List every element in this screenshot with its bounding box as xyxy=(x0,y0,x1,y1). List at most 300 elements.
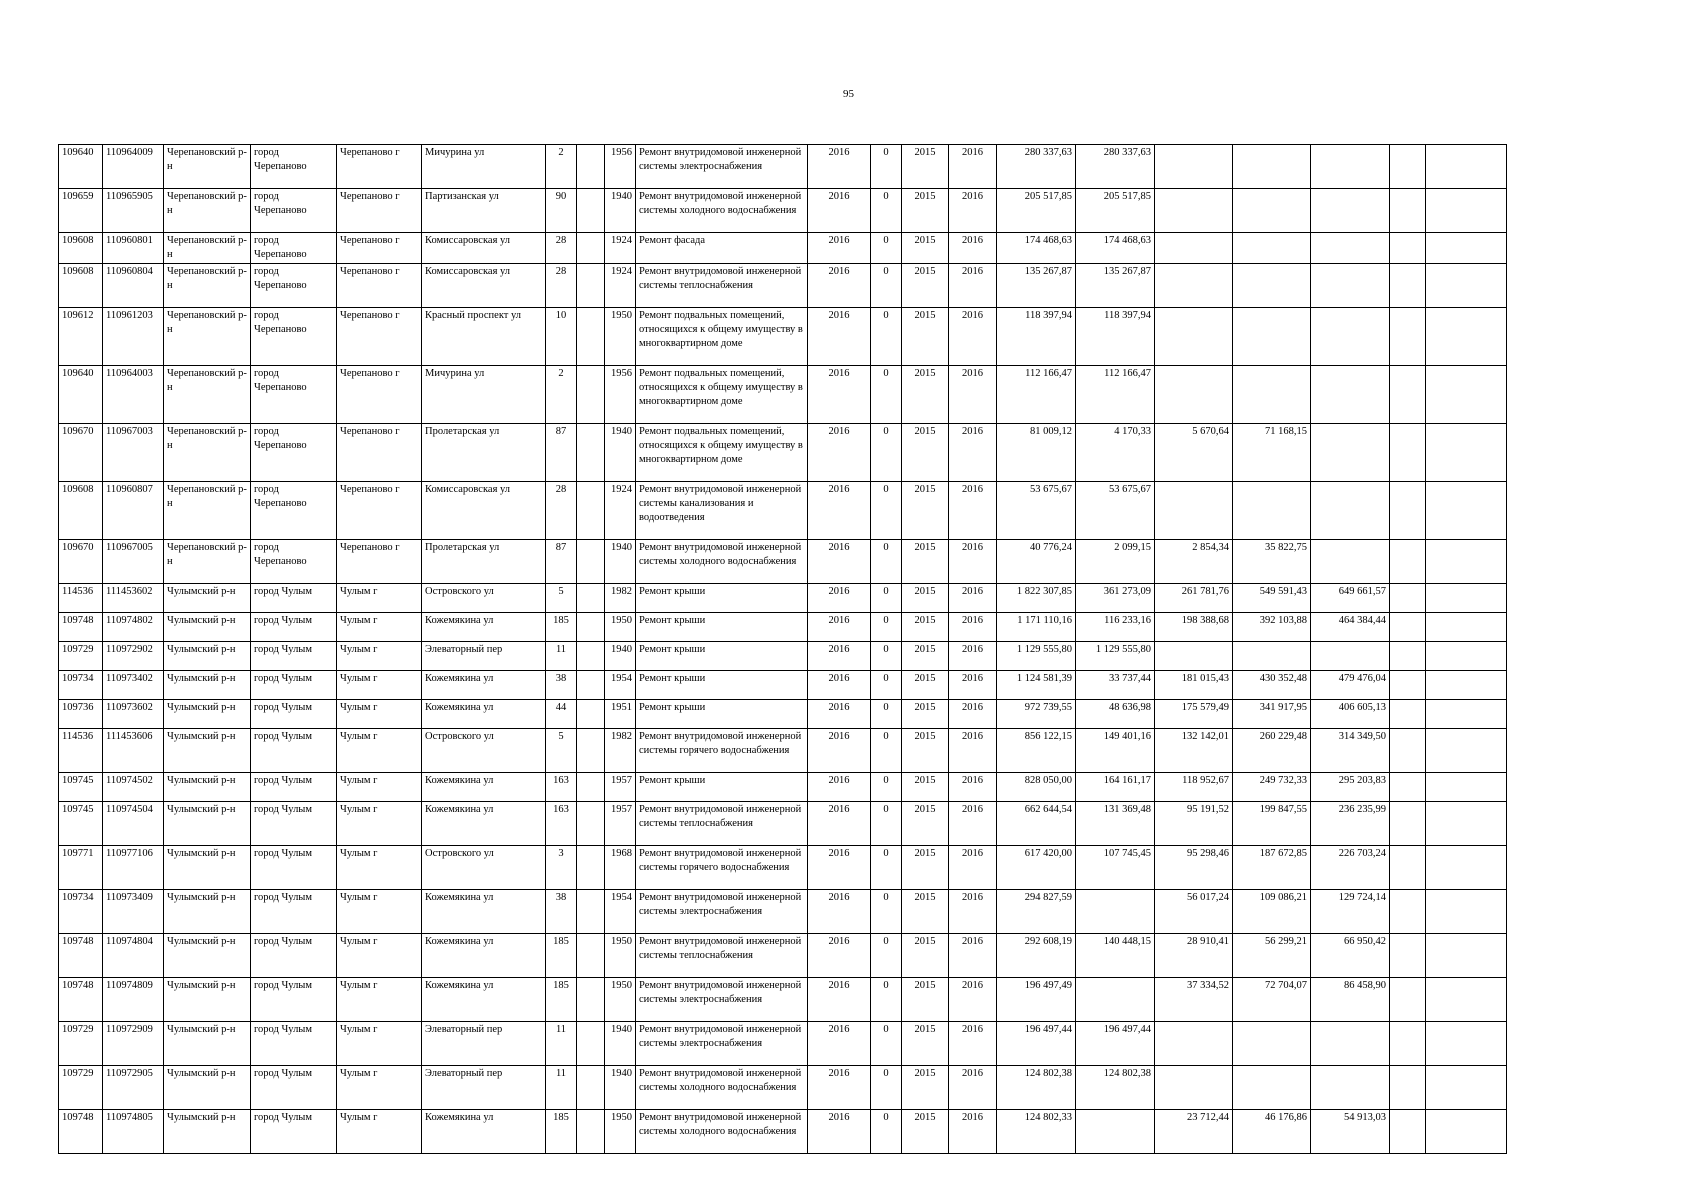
table-row xyxy=(59,700,1507,729)
cell-work-id: 110961203 xyxy=(103,308,164,366)
cell-budget-amount-1 xyxy=(1155,1022,1233,1066)
cell-extra-2 xyxy=(1426,264,1507,308)
cell-work-id: 110974502 xyxy=(103,773,164,802)
cell-house-id: 109745 xyxy=(59,802,103,846)
cell-start-year: 2015 xyxy=(902,802,949,846)
cell-house-number: 3 xyxy=(546,846,577,890)
cell-year-built: 1954 xyxy=(605,890,636,934)
cell-street: Элеваторный пер xyxy=(422,642,546,671)
table-row xyxy=(59,934,1507,978)
cell-flag: 0 xyxy=(871,934,902,978)
cell-work-id: 110960801 xyxy=(103,233,164,264)
cell-budget-amount-2: 249 732,33 xyxy=(1233,773,1311,802)
cell-extra-2 xyxy=(1426,978,1507,1022)
cell-locality: Чулым г xyxy=(337,773,422,802)
cell-budget-amount-3: 314 349,50 xyxy=(1311,729,1390,773)
cell-end-year: 2016 xyxy=(949,424,997,482)
cell-plan-year: 2016 xyxy=(808,671,871,700)
cell-plan-year: 2016 xyxy=(808,584,871,613)
cell-year-built: 1950 xyxy=(605,1110,636,1154)
cell-total-cost: 118 397,94 xyxy=(997,308,1076,366)
cell-start-year: 2015 xyxy=(902,890,949,934)
cell-end-year: 2016 xyxy=(949,1066,997,1110)
cell-extra-2 xyxy=(1426,308,1507,366)
cell-plan-year: 2016 xyxy=(808,642,871,671)
cell-building xyxy=(577,189,605,233)
cell-building xyxy=(577,934,605,978)
cell-extra-2 xyxy=(1426,613,1507,642)
cell-house-number: 90 xyxy=(546,189,577,233)
cell-extra-2 xyxy=(1426,482,1507,540)
cell-budget-amount-3 xyxy=(1311,540,1390,584)
cell-total-cost: 196 497,44 xyxy=(997,1022,1076,1066)
cell-work-id: 110960804 xyxy=(103,264,164,308)
cell-extra-1 xyxy=(1390,584,1426,613)
cell-end-year: 2016 xyxy=(949,729,997,773)
cell-work-id: 110964009 xyxy=(103,145,164,189)
cell-municipality: город Чулым xyxy=(251,1110,337,1154)
cell-work-type: Ремонт внутридомовой инженерной системы горячего водоснабжения xyxy=(636,729,808,773)
cell-municipality: город Чулым xyxy=(251,642,337,671)
cell-extra-1 xyxy=(1390,482,1426,540)
cell-work-type: Ремонт крыши xyxy=(636,773,808,802)
table-row xyxy=(59,584,1507,613)
cell-building xyxy=(577,613,605,642)
cell-end-year: 2016 xyxy=(949,366,997,424)
cell-budget-amount-3: 649 661,57 xyxy=(1311,584,1390,613)
cell-street: Кожемякина ул xyxy=(422,773,546,802)
cell-house-number: 28 xyxy=(546,482,577,540)
cell-start-year: 2015 xyxy=(902,482,949,540)
cell-work-type: Ремонт внутридомовой инженерной системы канализования и водоотведения xyxy=(636,482,808,540)
cell-work-type: Ремонт внутридомовой инженерной системы электроснабжения xyxy=(636,145,808,189)
cell-house-number: 10 xyxy=(546,308,577,366)
cell-district: Чулымский р-н xyxy=(164,700,251,729)
cell-extra-2 xyxy=(1426,671,1507,700)
cell-fund-amount: 205 517,85 xyxy=(1076,189,1155,233)
cell-street: Красный проспект ул xyxy=(422,308,546,366)
cell-fund-amount xyxy=(1076,1110,1155,1154)
cell-work-type: Ремонт подвальных помещений, относящихся к общему имуществу в многоквартирном доме xyxy=(636,366,808,424)
cell-locality: Чулым г xyxy=(337,802,422,846)
cell-budget-amount-2 xyxy=(1233,1066,1311,1110)
cell-street: Кожемякина ул xyxy=(422,934,546,978)
cell-extra-1 xyxy=(1390,978,1426,1022)
cell-fund-amount: 112 166,47 xyxy=(1076,366,1155,424)
cell-house-number: 5 xyxy=(546,729,577,773)
cell-end-year: 2016 xyxy=(949,890,997,934)
cell-work-id: 110974804 xyxy=(103,934,164,978)
cell-fund-amount: 118 397,94 xyxy=(1076,308,1155,366)
cell-work-type: Ремонт крыши xyxy=(636,700,808,729)
cell-fund-amount: 149 401,16 xyxy=(1076,729,1155,773)
cell-building xyxy=(577,424,605,482)
table-row xyxy=(59,642,1507,671)
cell-flag: 0 xyxy=(871,729,902,773)
cell-plan-year: 2016 xyxy=(808,424,871,482)
cell-plan-year: 2016 xyxy=(808,978,871,1022)
cell-end-year: 2016 xyxy=(949,934,997,978)
cell-house-id: 114536 xyxy=(59,729,103,773)
cell-house-id: 109771 xyxy=(59,846,103,890)
cell-street: Комиссаровская ул xyxy=(422,264,546,308)
cell-municipality: город Черепаново xyxy=(251,233,337,264)
cell-extra-1 xyxy=(1390,145,1426,189)
cell-total-cost: 294 827,59 xyxy=(997,890,1076,934)
table-row xyxy=(59,773,1507,802)
cell-start-year: 2015 xyxy=(902,773,949,802)
cell-district: Черепановский р-н xyxy=(164,264,251,308)
cell-budget-amount-2: 35 822,75 xyxy=(1233,540,1311,584)
cell-flag: 0 xyxy=(871,584,902,613)
cell-total-cost: 1 171 110,16 xyxy=(997,613,1076,642)
cell-work-type: Ремонт внутридомовой инженерной системы теплоснабжения xyxy=(636,264,808,308)
table-row xyxy=(59,978,1507,1022)
cell-house-number: 2 xyxy=(546,366,577,424)
cell-municipality: город Черепаново xyxy=(251,264,337,308)
cell-house-number: 87 xyxy=(546,424,577,482)
cell-plan-year: 2016 xyxy=(808,1066,871,1110)
cell-house-number: 185 xyxy=(546,978,577,1022)
cell-work-type: Ремонт крыши xyxy=(636,642,808,671)
cell-fund-amount: 1 129 555,80 xyxy=(1076,642,1155,671)
cell-flag: 0 xyxy=(871,145,902,189)
cell-start-year: 2015 xyxy=(902,846,949,890)
cell-flag: 0 xyxy=(871,978,902,1022)
cell-budget-amount-3 xyxy=(1311,233,1390,264)
cell-extra-2 xyxy=(1426,846,1507,890)
cell-end-year: 2016 xyxy=(949,671,997,700)
cell-end-year: 2016 xyxy=(949,189,997,233)
cell-building xyxy=(577,642,605,671)
cell-locality: Черепаново г xyxy=(337,233,422,264)
cell-street: Кожемякина ул xyxy=(422,802,546,846)
cell-budget-amount-1: 132 142,01 xyxy=(1155,729,1233,773)
cell-budget-amount-1: 95 298,46 xyxy=(1155,846,1233,890)
cell-total-cost: 196 497,49 xyxy=(997,978,1076,1022)
cell-total-cost: 205 517,85 xyxy=(997,189,1076,233)
cell-fund-amount: 2 099,15 xyxy=(1076,540,1155,584)
cell-year-built: 1954 xyxy=(605,671,636,700)
cell-street: Островского ул xyxy=(422,584,546,613)
cell-end-year: 2016 xyxy=(949,1110,997,1154)
cell-year-built: 1982 xyxy=(605,584,636,613)
cell-budget-amount-1: 261 781,76 xyxy=(1155,584,1233,613)
cell-year-built: 1940 xyxy=(605,189,636,233)
cell-budget-amount-3: 406 605,13 xyxy=(1311,700,1390,729)
cell-street: Кожемякина ул xyxy=(422,890,546,934)
cell-fund-amount: 124 802,38 xyxy=(1076,1066,1155,1110)
cell-budget-amount-3 xyxy=(1311,642,1390,671)
cell-extra-1 xyxy=(1390,934,1426,978)
cell-budget-amount-1: 2 854,34 xyxy=(1155,540,1233,584)
cell-budget-amount-3 xyxy=(1311,308,1390,366)
cell-total-cost: 1 124 581,39 xyxy=(997,671,1076,700)
cell-extra-1 xyxy=(1390,700,1426,729)
cell-year-built: 1940 xyxy=(605,1066,636,1110)
cell-extra-1 xyxy=(1390,1022,1426,1066)
cell-budget-amount-3 xyxy=(1311,145,1390,189)
table-body xyxy=(59,145,1507,1154)
table-row xyxy=(59,233,1507,264)
cell-flag: 0 xyxy=(871,1022,902,1066)
cell-year-built: 1924 xyxy=(605,264,636,308)
cell-municipality: город Черепаново xyxy=(251,482,337,540)
cell-building xyxy=(577,978,605,1022)
cell-start-year: 2015 xyxy=(902,424,949,482)
cell-total-cost: 81 009,12 xyxy=(997,424,1076,482)
cell-house-id: 109734 xyxy=(59,671,103,700)
table-row xyxy=(59,1022,1507,1066)
cell-budget-amount-2 xyxy=(1233,145,1311,189)
cell-locality: Чулым г xyxy=(337,729,422,773)
cell-work-type: Ремонт внутридомовой инженерной системы электроснабжения xyxy=(636,1022,808,1066)
cell-start-year: 2015 xyxy=(902,934,949,978)
cell-house-number: 185 xyxy=(546,1110,577,1154)
cell-budget-amount-2 xyxy=(1233,366,1311,424)
cell-fund-amount: 135 267,87 xyxy=(1076,264,1155,308)
cell-plan-year: 2016 xyxy=(808,233,871,264)
cell-end-year: 2016 xyxy=(949,1022,997,1066)
cell-fund-amount: 131 369,48 xyxy=(1076,802,1155,846)
cell-district: Черепановский р-н xyxy=(164,540,251,584)
cell-budget-amount-3 xyxy=(1311,1022,1390,1066)
table-row xyxy=(59,613,1507,642)
cell-municipality: город Чулым xyxy=(251,846,337,890)
cell-budget-amount-1: 198 388,68 xyxy=(1155,613,1233,642)
cell-plan-year: 2016 xyxy=(808,540,871,584)
cell-street: Кожемякина ул xyxy=(422,613,546,642)
cell-locality: Чулым г xyxy=(337,934,422,978)
cell-budget-amount-3 xyxy=(1311,189,1390,233)
cell-start-year: 2015 xyxy=(902,978,949,1022)
cell-extra-1 xyxy=(1390,540,1426,584)
cell-municipality: город Чулым xyxy=(251,1066,337,1110)
cell-work-type: Ремонт фасада xyxy=(636,233,808,264)
cell-extra-2 xyxy=(1426,1022,1507,1066)
cell-end-year: 2016 xyxy=(949,308,997,366)
cell-street: Комиссаровская ул xyxy=(422,233,546,264)
cell-work-id: 111453606 xyxy=(103,729,164,773)
cell-work-id: 110972905 xyxy=(103,1066,164,1110)
cell-locality: Чулым г xyxy=(337,1066,422,1110)
cell-year-built: 1968 xyxy=(605,846,636,890)
cell-start-year: 2015 xyxy=(902,145,949,189)
cell-work-id: 110973409 xyxy=(103,890,164,934)
cell-fund-amount: 33 737,44 xyxy=(1076,671,1155,700)
cell-budget-amount-3: 129 724,14 xyxy=(1311,890,1390,934)
cell-work-id: 110974809 xyxy=(103,978,164,1022)
table-row xyxy=(59,890,1507,934)
cell-year-built: 1956 xyxy=(605,145,636,189)
cell-municipality: город Чулым xyxy=(251,802,337,846)
cell-start-year: 2015 xyxy=(902,233,949,264)
cell-end-year: 2016 xyxy=(949,613,997,642)
cell-budget-amount-3 xyxy=(1311,264,1390,308)
cell-extra-1 xyxy=(1390,1066,1426,1110)
cell-extra-2 xyxy=(1426,802,1507,846)
cell-locality: Черепаново г xyxy=(337,482,422,540)
cell-extra-2 xyxy=(1426,584,1507,613)
cell-street: Партизанская ул xyxy=(422,189,546,233)
cell-house-id: 109608 xyxy=(59,233,103,264)
cell-district: Чулымский р-н xyxy=(164,773,251,802)
cell-year-built: 1950 xyxy=(605,934,636,978)
cell-house-number: 38 xyxy=(546,890,577,934)
cell-plan-year: 2016 xyxy=(808,934,871,978)
cell-house-id: 109729 xyxy=(59,1066,103,1110)
cell-end-year: 2016 xyxy=(949,264,997,308)
cell-flag: 0 xyxy=(871,366,902,424)
cell-year-built: 1950 xyxy=(605,308,636,366)
cell-house-number: 11 xyxy=(546,1022,577,1066)
cell-budget-amount-1: 181 015,43 xyxy=(1155,671,1233,700)
cell-building xyxy=(577,540,605,584)
cell-budget-amount-2 xyxy=(1233,189,1311,233)
cell-municipality: город Чулым xyxy=(251,700,337,729)
cell-municipality: город Черепаново xyxy=(251,424,337,482)
cell-start-year: 2015 xyxy=(902,642,949,671)
cell-building xyxy=(577,482,605,540)
cell-plan-year: 2016 xyxy=(808,773,871,802)
cell-fund-amount: 196 497,44 xyxy=(1076,1022,1155,1066)
cell-flag: 0 xyxy=(871,308,902,366)
cell-total-cost: 40 776,24 xyxy=(997,540,1076,584)
cell-work-id: 110964003 xyxy=(103,366,164,424)
cell-year-built: 1982 xyxy=(605,729,636,773)
cell-street: Кожемякина ул xyxy=(422,671,546,700)
cell-extra-1 xyxy=(1390,729,1426,773)
cell-budget-amount-1: 95 191,52 xyxy=(1155,802,1233,846)
cell-street: Элеваторный пер xyxy=(422,1066,546,1110)
cell-plan-year: 2016 xyxy=(808,846,871,890)
cell-start-year: 2015 xyxy=(902,1066,949,1110)
cell-building xyxy=(577,584,605,613)
cell-flag: 0 xyxy=(871,264,902,308)
cell-building xyxy=(577,145,605,189)
cell-house-id: 109608 xyxy=(59,482,103,540)
cell-extra-1 xyxy=(1390,424,1426,482)
cell-locality: Черепаново г xyxy=(337,424,422,482)
cell-work-id: 110973602 xyxy=(103,700,164,729)
cell-total-cost: 972 739,55 xyxy=(997,700,1076,729)
cell-district: Чулымский р-н xyxy=(164,1066,251,1110)
cell-flag: 0 xyxy=(871,189,902,233)
cell-district: Черепановский р-н xyxy=(164,145,251,189)
cell-building xyxy=(577,802,605,846)
page-number: 95 xyxy=(843,88,854,100)
cell-budget-amount-3: 226 703,24 xyxy=(1311,846,1390,890)
cell-house-id: 109748 xyxy=(59,978,103,1022)
cell-budget-amount-1: 37 334,52 xyxy=(1155,978,1233,1022)
cell-budget-amount-1: 28 910,41 xyxy=(1155,934,1233,978)
cell-plan-year: 2016 xyxy=(808,890,871,934)
cell-locality: Черепаново г xyxy=(337,308,422,366)
cell-budget-amount-2: 392 103,88 xyxy=(1233,613,1311,642)
cell-end-year: 2016 xyxy=(949,773,997,802)
cell-budget-amount-1 xyxy=(1155,366,1233,424)
cell-end-year: 2016 xyxy=(949,482,997,540)
cell-district: Чулымский р-н xyxy=(164,934,251,978)
cell-flag: 0 xyxy=(871,773,902,802)
cell-fund-amount: 116 233,16 xyxy=(1076,613,1155,642)
cell-year-built: 1940 xyxy=(605,642,636,671)
cell-flag: 0 xyxy=(871,671,902,700)
cell-fund-amount: 4 170,33 xyxy=(1076,424,1155,482)
cell-end-year: 2016 xyxy=(949,233,997,264)
cell-total-cost: 53 675,67 xyxy=(997,482,1076,540)
cell-extra-2 xyxy=(1426,1110,1507,1154)
cell-extra-2 xyxy=(1426,424,1507,482)
cell-budget-amount-3: 479 476,04 xyxy=(1311,671,1390,700)
cell-year-built: 1956 xyxy=(605,366,636,424)
cell-house-number: 44 xyxy=(546,700,577,729)
cell-budget-amount-2 xyxy=(1233,233,1311,264)
cell-fund-amount: 107 745,45 xyxy=(1076,846,1155,890)
cell-work-id: 111453602 xyxy=(103,584,164,613)
cell-end-year: 2016 xyxy=(949,846,997,890)
cell-municipality: город Чулым xyxy=(251,613,337,642)
cell-municipality: город Чулым xyxy=(251,671,337,700)
cell-house-id: 109640 xyxy=(59,145,103,189)
cell-plan-year: 2016 xyxy=(808,366,871,424)
cell-street: Пролетарская ул xyxy=(422,540,546,584)
cell-extra-1 xyxy=(1390,366,1426,424)
cell-municipality: город Чулым xyxy=(251,729,337,773)
cell-work-id: 110972902 xyxy=(103,642,164,671)
cell-extra-2 xyxy=(1426,189,1507,233)
cell-locality: Чулым г xyxy=(337,1110,422,1154)
cell-flag: 0 xyxy=(871,613,902,642)
cell-flag: 0 xyxy=(871,1110,902,1154)
cell-district: Чулымский р-н xyxy=(164,671,251,700)
cell-budget-amount-2: 109 086,21 xyxy=(1233,890,1311,934)
cell-house-number: 38 xyxy=(546,671,577,700)
cell-house-id: 109640 xyxy=(59,366,103,424)
cell-budget-amount-1 xyxy=(1155,145,1233,189)
cell-district: Чулымский р-н xyxy=(164,642,251,671)
cell-house-id: 109748 xyxy=(59,613,103,642)
cell-total-cost: 112 166,47 xyxy=(997,366,1076,424)
table-row xyxy=(59,264,1507,308)
cell-extra-2 xyxy=(1426,890,1507,934)
table-row xyxy=(59,846,1507,890)
cell-extra-2 xyxy=(1426,642,1507,671)
cell-building xyxy=(577,773,605,802)
cell-house-id: 109729 xyxy=(59,1022,103,1066)
cell-locality: Черепаново г xyxy=(337,145,422,189)
cell-extra-2 xyxy=(1426,233,1507,264)
cell-street: Островского ул xyxy=(422,846,546,890)
table-row xyxy=(59,540,1507,584)
cell-locality: Чулым г xyxy=(337,978,422,1022)
cell-locality: Черепаново г xyxy=(337,189,422,233)
cell-work-type: Ремонт подвальных помещений, относящихся к общему имуществу в многоквартирном доме xyxy=(636,424,808,482)
cell-work-type: Ремонт подвальных помещений, относящихся к общему имуществу в многоквартирном доме xyxy=(636,308,808,366)
cell-municipality: город Чулым xyxy=(251,978,337,1022)
cell-budget-amount-3: 66 950,42 xyxy=(1311,934,1390,978)
cell-start-year: 2015 xyxy=(902,584,949,613)
cell-total-cost: 617 420,00 xyxy=(997,846,1076,890)
cell-house-number: 5 xyxy=(546,584,577,613)
cell-end-year: 2016 xyxy=(949,584,997,613)
cell-extra-2 xyxy=(1426,1066,1507,1110)
cell-extra-1 xyxy=(1390,846,1426,890)
cell-building xyxy=(577,700,605,729)
cell-house-id: 109745 xyxy=(59,773,103,802)
cell-plan-year: 2016 xyxy=(808,482,871,540)
cell-budget-amount-1 xyxy=(1155,1066,1233,1110)
